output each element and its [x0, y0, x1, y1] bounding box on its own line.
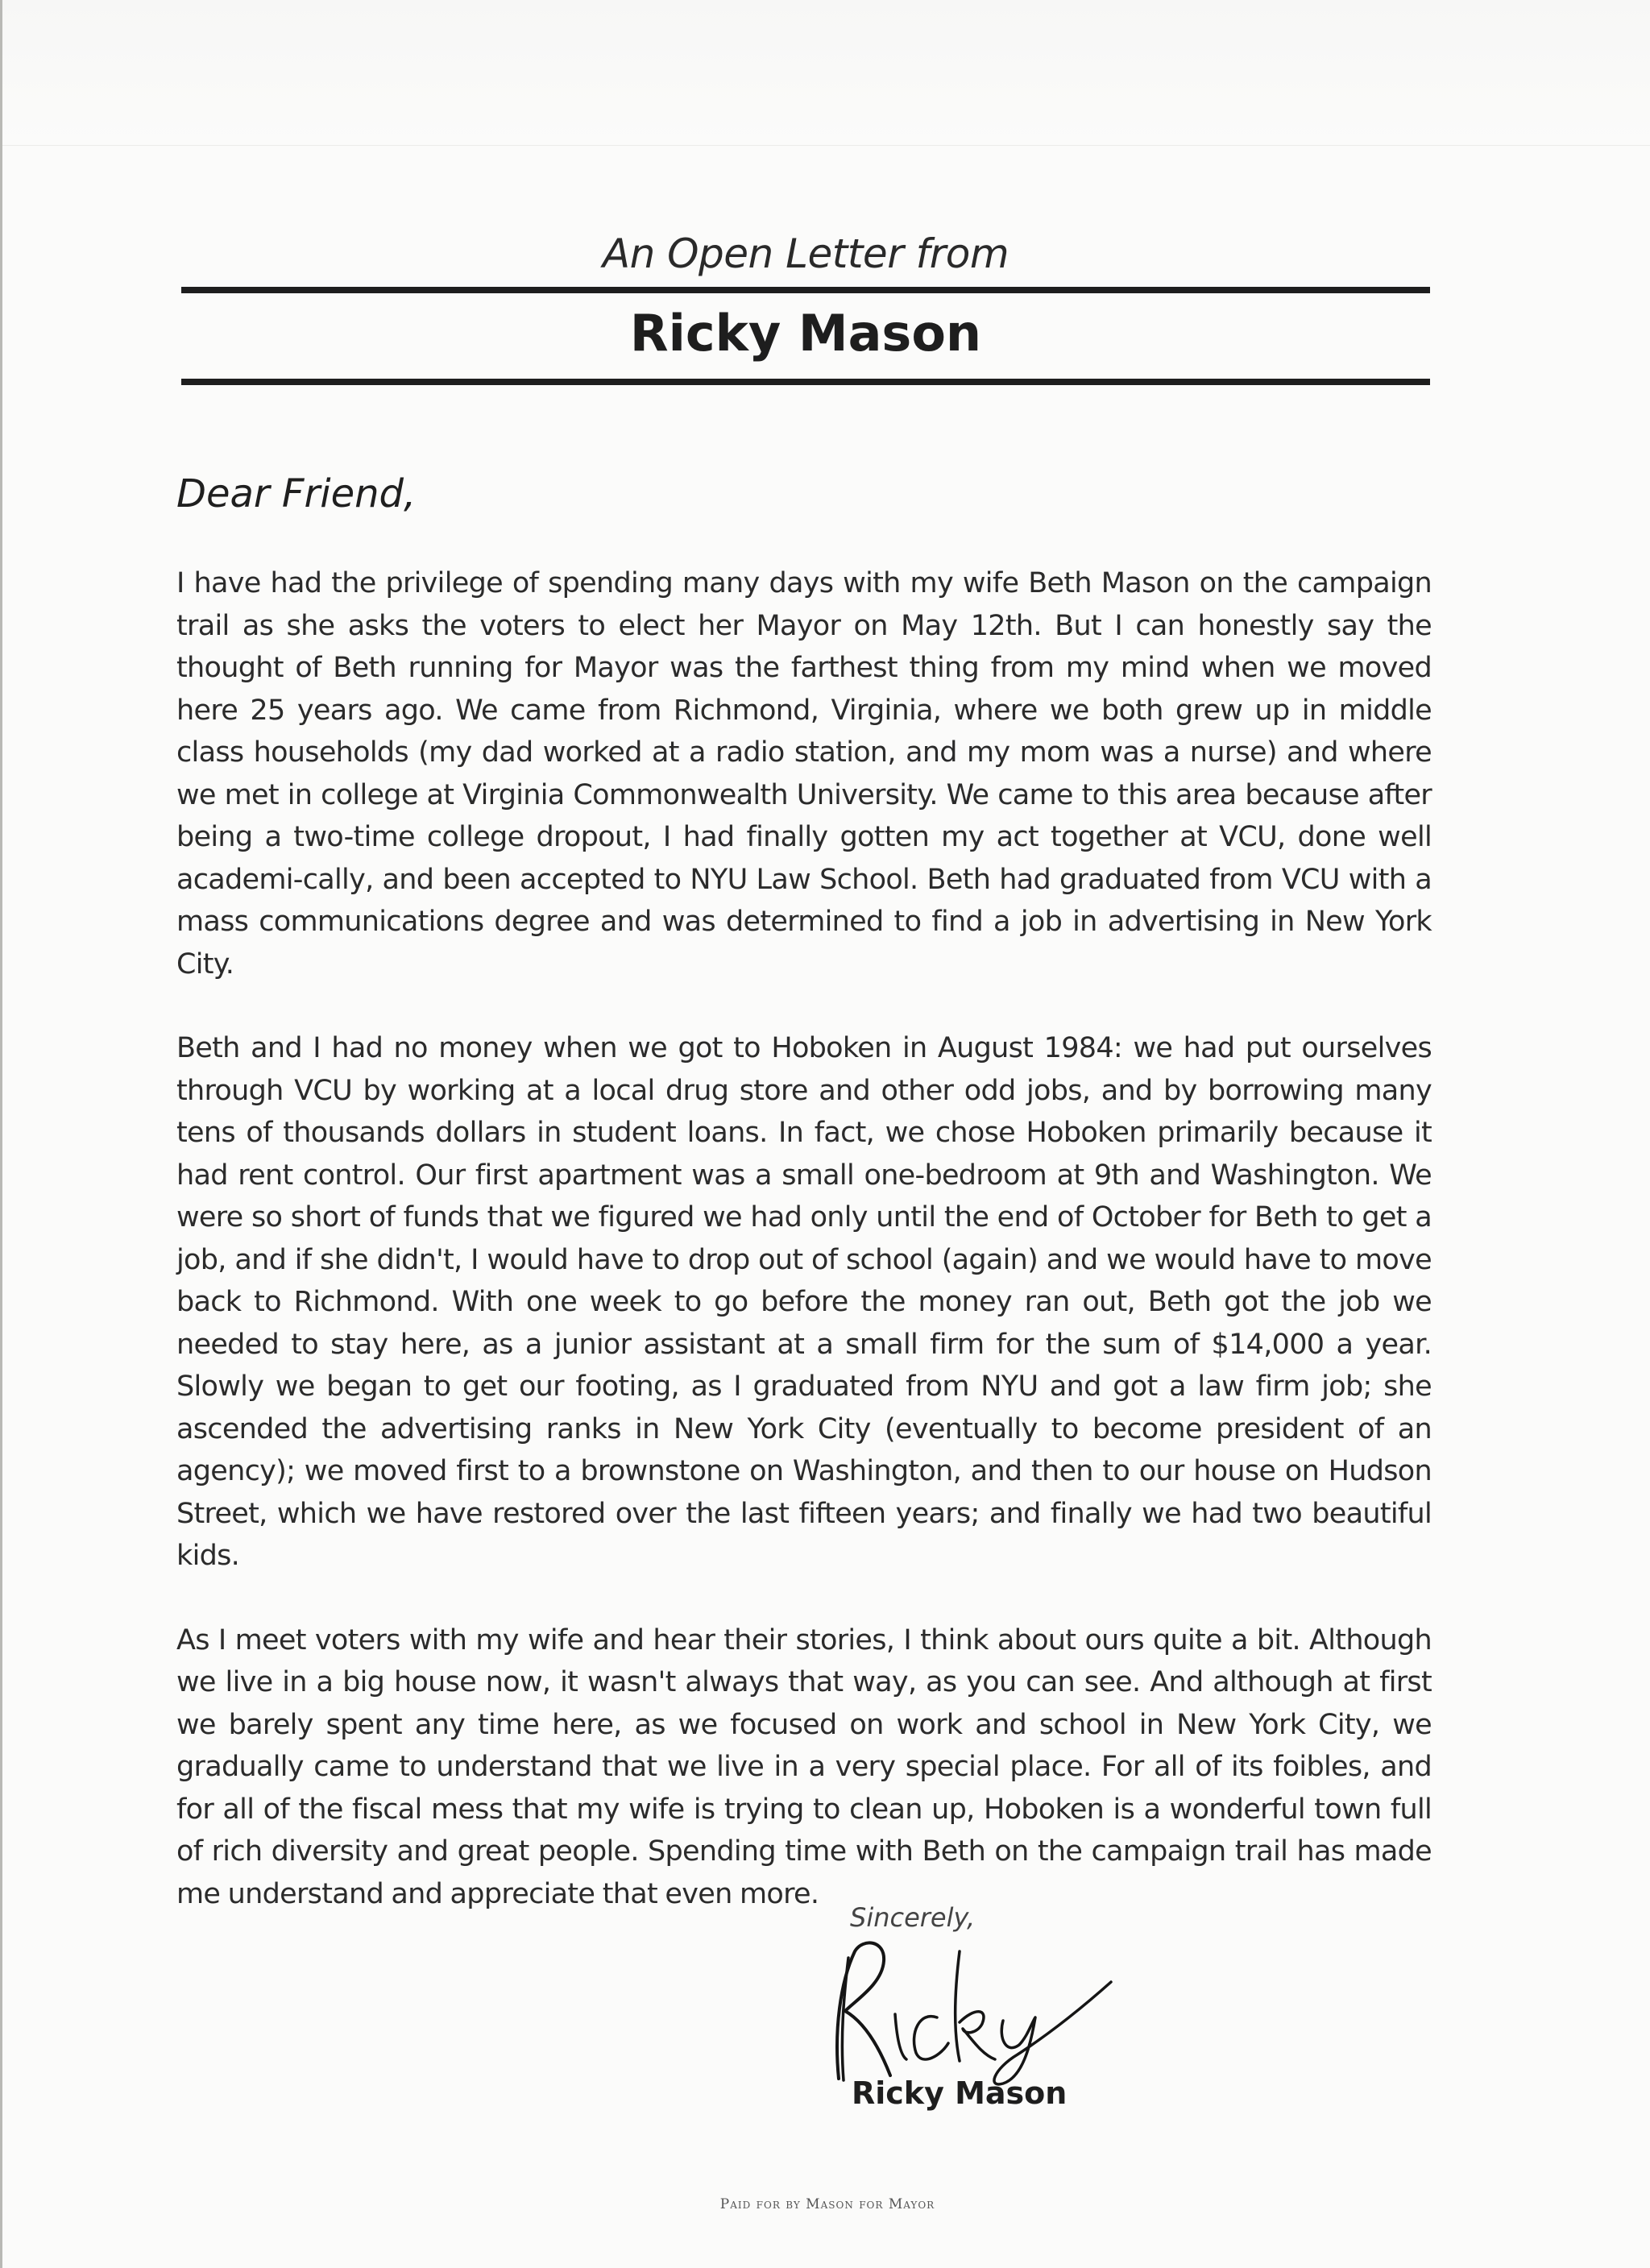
signer-name: Ricky Mason [852, 2075, 1068, 2111]
letter-title: Ricky Mason [629, 304, 982, 363]
header-rule-bottom [181, 379, 1430, 385]
paragraph-3: As I meet voters with my wife and hear their stories, I think about ours quite a bit. Although we live in a big house now, it wasn't always that way, as you can see. And although at first we barely spent any time here, as we focused on work and school in New York City, we gradually came to understand that we live in a very special place. For all of its foibles, and for all of the fiscal mess that my wife is trying to clean up, Hoboken is a wonderful town full of rich diversity and great people. Spending time with Beth on the campaign trail has made me understand and appreciate that even more. [176, 1623, 1432, 1910]
paid-for-notice: Paid for by Mason for Mayor [719, 2196, 935, 2212]
paragraph-1: I have had the privilege of spending many days with my wife Beth Mason on the campaign trail as she asks the voters to elect her Mayor on May 12th. But I can honestly say the thought of Beth running for Mayor was the farthest thing from my mind when we moved here 25 years ago. We came from Richmond, Virginia, where we both grew up in middle class households (my dad worked at a radio station, and my mom was a nurse) and where we met in college at Virginia Commonwealth University. We came to this area because after being a two-time college dropout, I had finally gotten my act together at VCU, done well academi-cally, and been accepted to NYU Law School. Beth had graduated from VCU with a mass communications degree and was determined to find a job in advertising in New York City. [176, 567, 1432, 981]
header-rule-top [181, 287, 1430, 293]
paper-fold [2, 0, 1650, 146]
handwritten-signature [816, 1934, 1122, 2087]
letter-header [181, 226, 1430, 385]
letter-body [176, 562, 1432, 1957]
paragraph-2: Beth and I had no money when we got to Hoboken in August 1984: we had put ourselves through VCU by working at a local drug store and other odd jobs, and by borrowing many tens of thousands dollars in student loans. In fact, we chose Hoboken primarily because it had rent control. Our first apartment was a small one-bedroom at 9th and Washington. We were so short of funds that we figured we had only until the end of October for Beth to get a job, and if she didn't, I would have to drop out of school (again) and we would have to move back to Richmond. With one week to go before the money ran out, Beth got the job we needed to stay here, as a junior assistant at a small firm for the sum of $14,000 a year. Slowly we began to get our footing, as I graduated from NYU and got a law firm job; she ascended the advertising ranks in New York City (eventually to become president of an agency); we moved first to a brownstone on Washington, and then to our house on Hudson Street, which we have restored over the last fifteen years; and finally we had two beautiful kids. [176, 1032, 1432, 1572]
closing: Sincerely, [850, 1902, 976, 1933]
salutation: Dear Friend, [176, 471, 417, 516]
letter-pre-title: An Open Letter from [602, 230, 1009, 277]
